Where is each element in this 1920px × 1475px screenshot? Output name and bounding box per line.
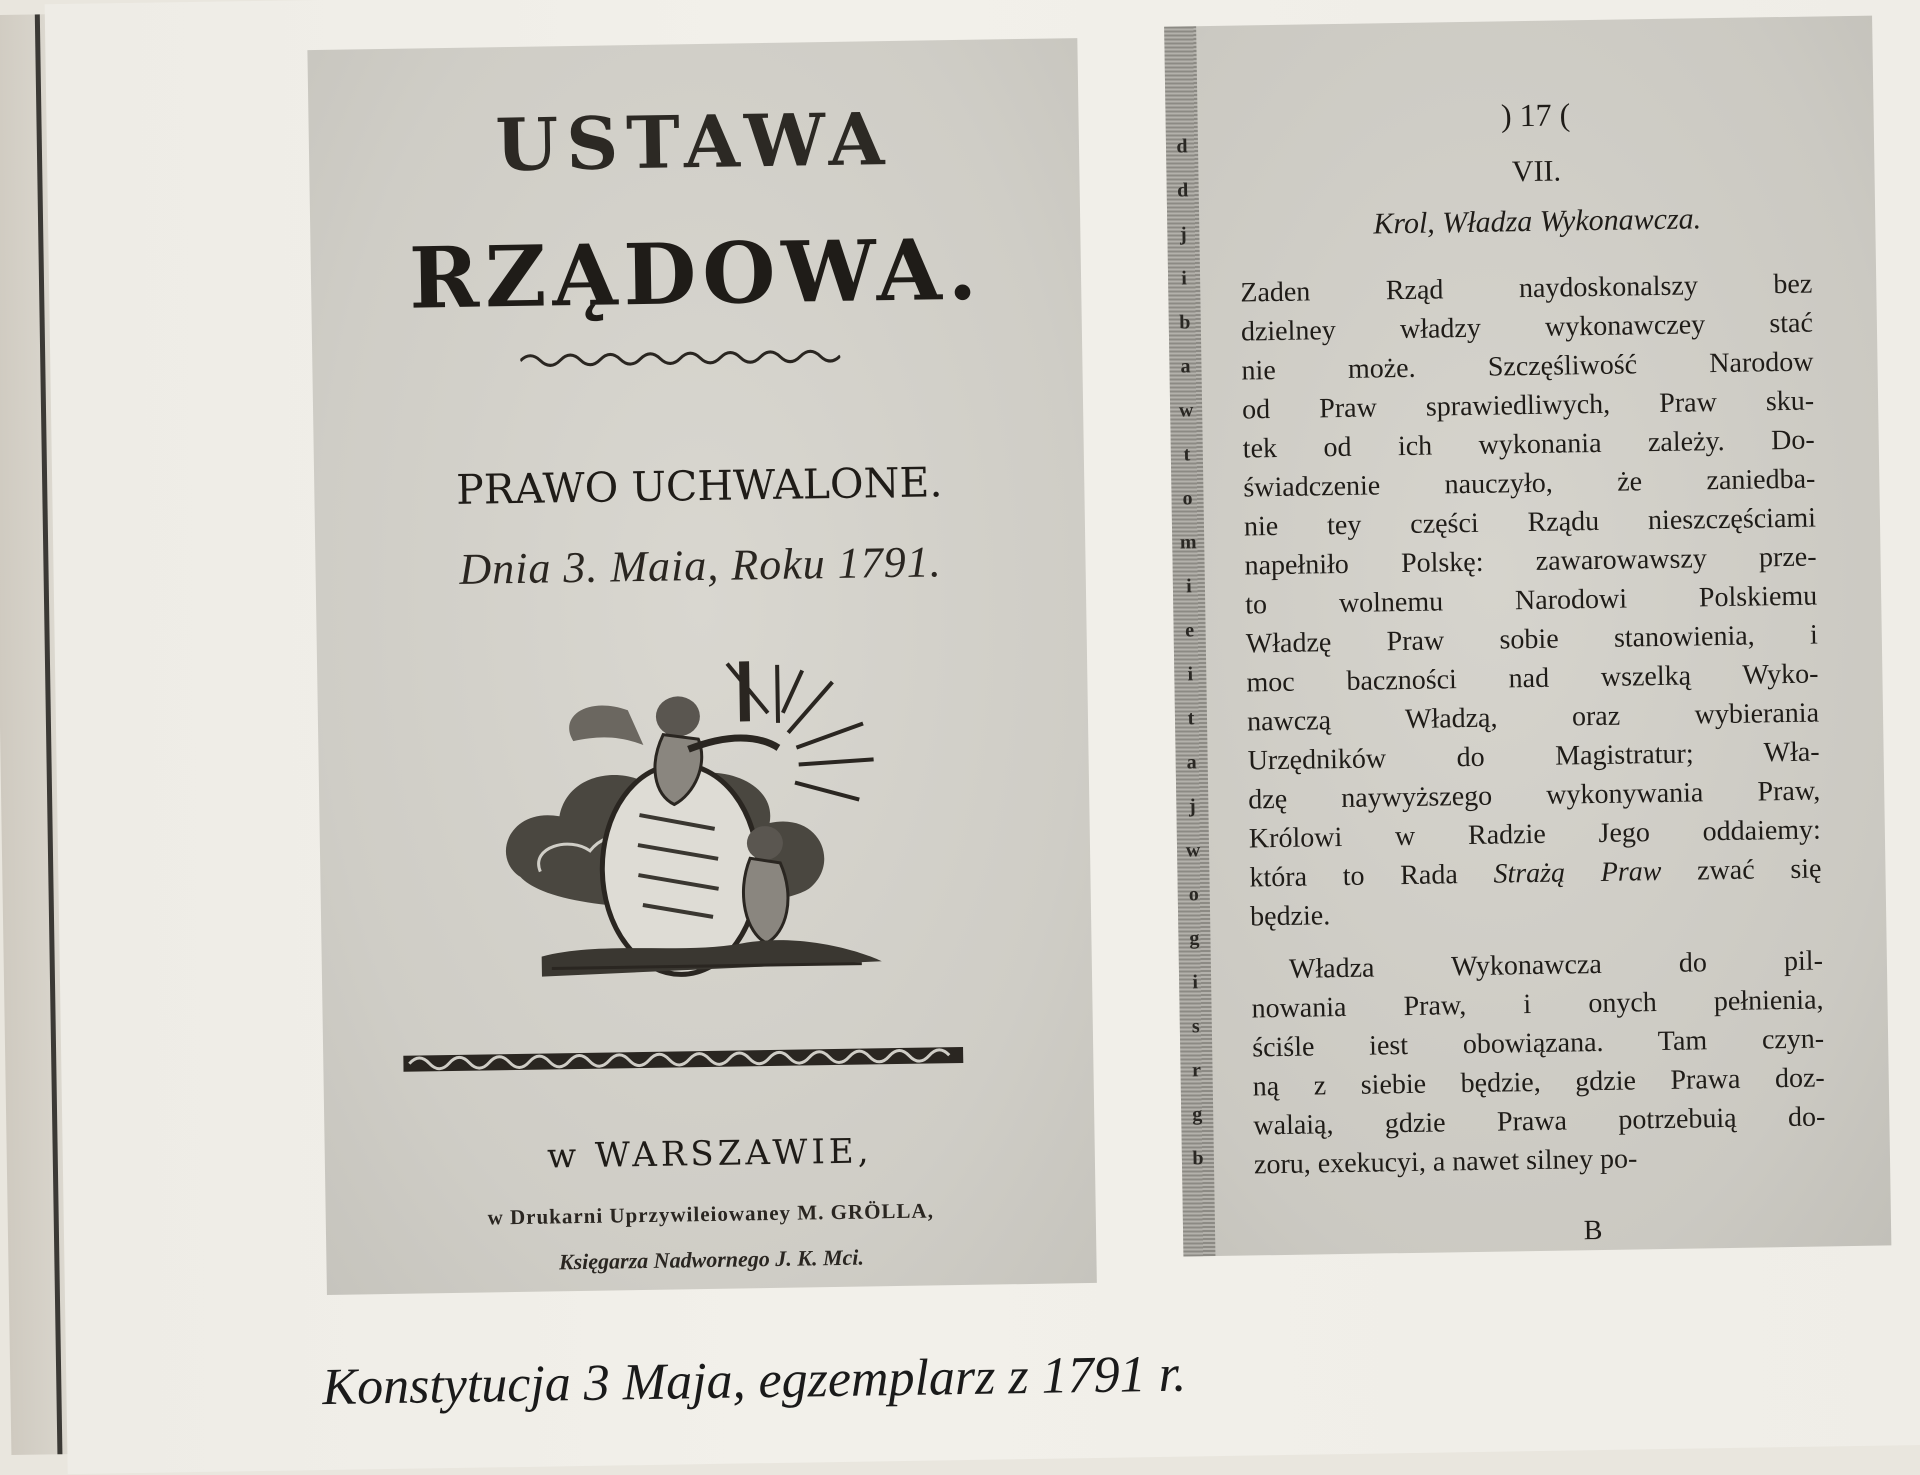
edge-letter: b — [1192, 1147, 1204, 1170]
text-line: to wolnemu Narodowi Polskiemu — [1244, 580, 1818, 621]
ornamental-border-rule — [403, 1040, 963, 1079]
text-line: Urzędników do Magistratur; Wła- — [1247, 736, 1820, 777]
title-line-1: USTAWA — [494, 95, 893, 188]
place-of-printing: w WARSZAWIE, — [546, 1131, 873, 1177]
text-line: napełniło Polskę: zawarowawszy prze- — [1244, 541, 1817, 582]
text-line: zoru, exekucyi, a nawet silney po- — [1253, 1143, 1638, 1181]
text-line: nawczą Władzą, oraz wybierania — [1246, 697, 1820, 738]
date-line: Dnia 3. Maia, Roku 1791. — [459, 537, 943, 594]
section-title: Krol, Władza Wykonawcza. — [1373, 202, 1702, 241]
edge-letter: i — [1192, 971, 1199, 994]
edge-letter: w — [1185, 839, 1201, 862]
signature-mark: B — [1583, 1214, 1603, 1247]
edge-letter: a — [1186, 751, 1197, 774]
text-line: Zaden Rząd naydoskonalszy bez — [1240, 268, 1813, 309]
edge-letter: o — [1182, 487, 1193, 510]
edge-letter: s — [1191, 1015, 1200, 1038]
text-page-plate — [1164, 16, 1891, 1257]
allegorical-vignette — [477, 651, 902, 998]
image-caption: Konstytucja 3 Maja, egzemplarz z 1791 r. — [321, 1345, 1187, 1417]
text-line: Władza Wykonawcza do pil- — [1288, 945, 1824, 985]
text-line: ną z siebie będzie, gdzie Prawa doz- — [1252, 1062, 1825, 1103]
edge-letter: m — [1179, 531, 1197, 554]
text-line: nowania Praw, i onych pełnienia, — [1251, 984, 1824, 1025]
edge-letter: d — [1176, 179, 1189, 202]
section-number: VII. — [1511, 154, 1562, 189]
edge-letter: t — [1183, 443, 1191, 466]
edge-letter: i — [1181, 267, 1188, 290]
text-line: tek od ich wykonania zależy. Do- — [1242, 424, 1815, 465]
edge-letter: a — [1180, 355, 1191, 378]
edge-letter: o — [1188, 883, 1199, 906]
edge-letter: d — [1176, 135, 1188, 158]
text-line: będzie. — [1249, 900, 1331, 933]
text-line: Królowi w Radzie Jego oddaiemy: — [1248, 814, 1822, 855]
body-text — [1240, 265, 1826, 1185]
title-page-plate — [307, 38, 1096, 1295]
edge-letter: i — [1185, 575, 1192, 598]
edge-letter: j — [1179, 223, 1187, 246]
edge-letter: w — [1178, 399, 1194, 422]
edge-letter: i — [1187, 663, 1194, 686]
text-line: moc baczności nad wszelką Wyko- — [1246, 658, 1819, 699]
edge-letter: j — [1188, 795, 1196, 818]
printer-line: w Drukarni Uprzywileiowaney M. GRÖLLA, — [487, 1198, 935, 1230]
wavy-rule-ornament — [520, 344, 840, 373]
text-line: która to Rada Strażą Praw zwać się — [1249, 853, 1822, 894]
text-line: walaią, gdzie Prawa potrzebuią do- — [1253, 1101, 1826, 1142]
edge-letter: g — [1189, 927, 1200, 950]
edge-letter: r — [1191, 1059, 1202, 1082]
text-line: Władzę Praw sobie stanowienia, i — [1245, 619, 1819, 660]
text-line: nie tey części Rządu nieszczęściami — [1243, 502, 1817, 543]
subtitle: PRAWO UCHWALONE. — [455, 458, 943, 514]
text-line: ściśle iest obowiązana. Tam czyn- — [1251, 1023, 1825, 1064]
text-line: dzę naywyższego wykonywania Praw, — [1248, 775, 1821, 816]
title-line-2: RZĄDOWA. — [408, 219, 984, 328]
edge-letter: g — [1192, 1103, 1203, 1126]
page-header: ) 17 ( — [1500, 96, 1571, 134]
text-line: od Praw sprawiedliwych, Praw sku- — [1241, 385, 1815, 426]
text-line: dzielney władzy wykonawczey stać — [1240, 307, 1814, 348]
edge-letter: t — [1187, 707, 1195, 730]
bookseller-line: Księgarza Nadwornego J. K. Mci. — [558, 1244, 865, 1275]
edge-letter: e — [1184, 619, 1195, 642]
text-line: świadczenie nauczyło, że zaniedba- — [1243, 463, 1816, 504]
edge-letter: b — [1179, 311, 1191, 334]
text-line: nie może. Szczęśliwość Narodow — [1241, 346, 1814, 387]
